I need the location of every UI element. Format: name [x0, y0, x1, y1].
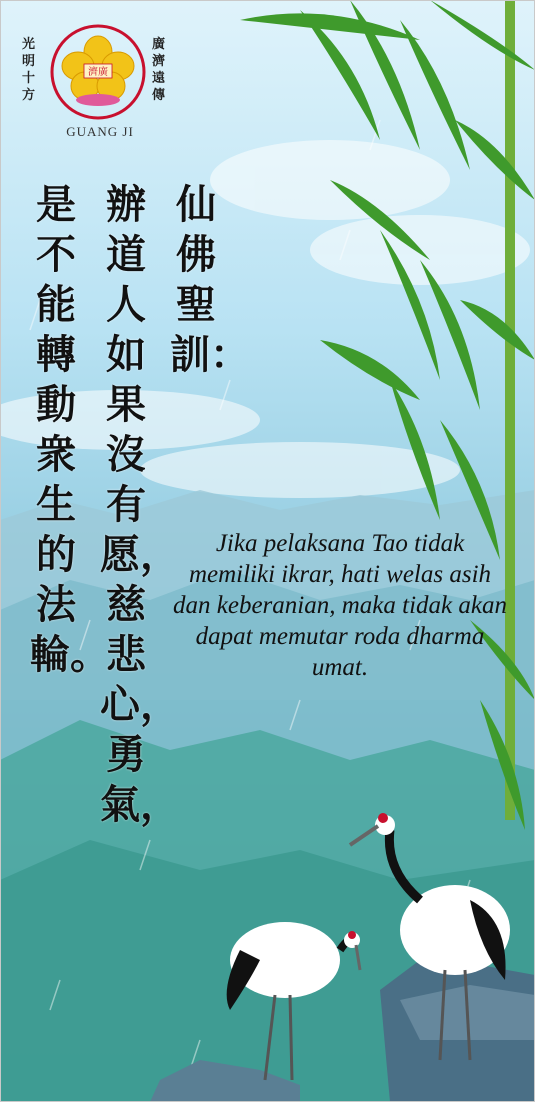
indonesian-translation: Jika pelaksana Tao tidak memiliki ikrar, hati welas asih dan keberanian, maka tidak akan dapat memutar roda dharma umat.	[173, 530, 507, 681]
logo-left-text: 光明十方	[22, 37, 36, 103]
chinese-line-3: 是不能轉動衆生的法輪。	[30, 181, 110, 678]
logo-name: GUANG JI	[66, 124, 134, 139]
logo-emblem-text: 濟廣	[88, 67, 108, 78]
guang-ji-logo	[48, 22, 148, 122]
chinese-line-2: 辦道人如果沒有愿，慈悲心，勇氣，	[100, 181, 180, 828]
chinese-title: 仙佛聖訓：	[170, 181, 250, 378]
logo-right-text: 廣濟遠傳	[152, 37, 166, 103]
